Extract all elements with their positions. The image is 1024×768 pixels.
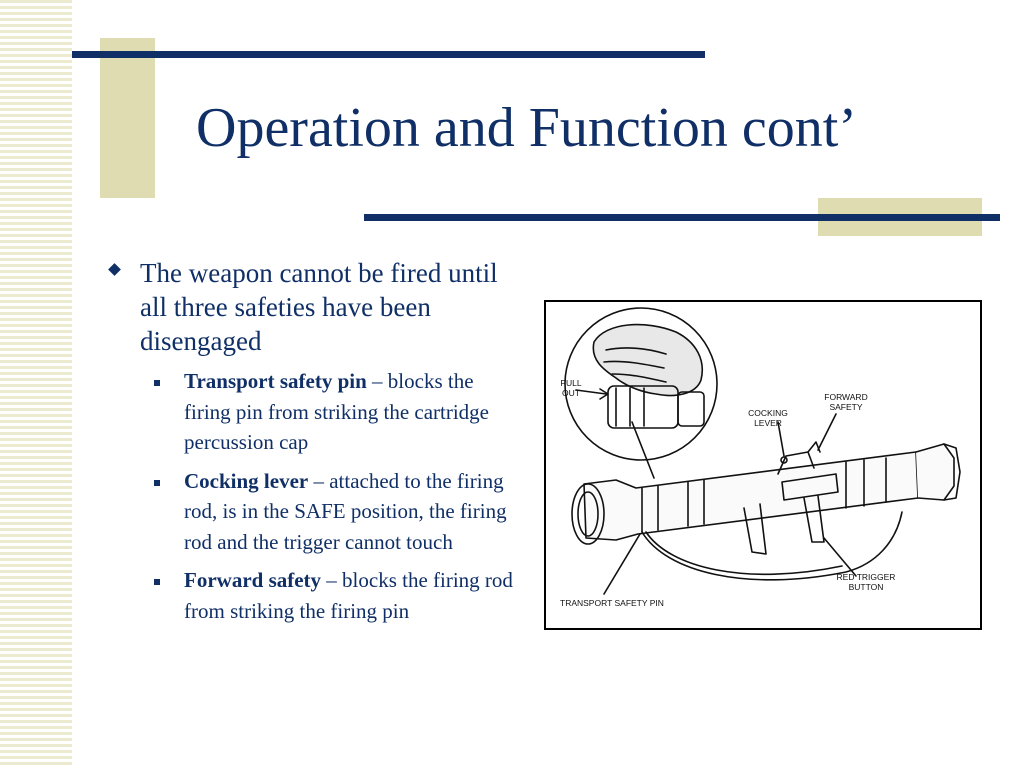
square-bullet-icon [154, 480, 160, 486]
diamond-bullet-icon [108, 263, 121, 276]
sub-bullet-term: Forward safety [184, 568, 322, 592]
leader-forward-safety [818, 414, 836, 450]
decor-rule-top [72, 51, 705, 58]
weapon-diagram [544, 300, 982, 630]
left-stripe-band [0, 0, 72, 768]
sub-bullet-desc: – attached to the firing rod, is in the SAFE position, the firing rod and the trigger cannot touch [184, 468, 507, 554]
sub-bullet-cocking-lever [152, 466, 523, 558]
leader-red-trigger [824, 538, 856, 576]
sub-bullet-forward-safety [152, 565, 523, 626]
slide-title: Operation and Function cont’ [196, 97, 857, 159]
inset-leader-line [632, 422, 654, 478]
label-transport-safety-pin: TRANSPORT SAFETY PIN [560, 598, 664, 608]
launcher-tube [584, 452, 918, 540]
sub-bullet-term: Cocking lever [184, 468, 309, 493]
sub-bullet-desc: – blocks the firing pin from striking the cartridge percussion cap [184, 369, 490, 454]
sub-bullet-term: Transport safety pin [184, 369, 367, 393]
square-bullet-icon [154, 380, 160, 386]
label-pull-out: PULL OUT [560, 378, 582, 398]
weapon-drawing [546, 302, 980, 628]
label-red-trigger-button: RED TRIGGER BUTTON [836, 572, 896, 592]
leader-transport-pin [604, 534, 640, 594]
decor-khaki-block-top [100, 38, 155, 198]
sub-bullet-transport-safety-pin [152, 366, 523, 458]
bullet-main [108, 256, 523, 358]
hand-shape [593, 325, 702, 396]
rear-venturi [916, 444, 954, 500]
sub-bullet-desc: – blocks the firing rod from striking the firing pin [184, 568, 513, 623]
sub-bullet-list [108, 366, 523, 626]
label-forward-safety: FORWARD SAFETY [824, 392, 868, 412]
label-cocking-lever: COCKING LEVER [748, 408, 788, 428]
square-bullet-icon [154, 579, 160, 585]
slide-content [108, 256, 523, 634]
decor-rule-bottom [364, 214, 1000, 221]
bullet-main-text: The weapon cannot be fired until all three safeties have been disengaged [140, 258, 498, 356]
